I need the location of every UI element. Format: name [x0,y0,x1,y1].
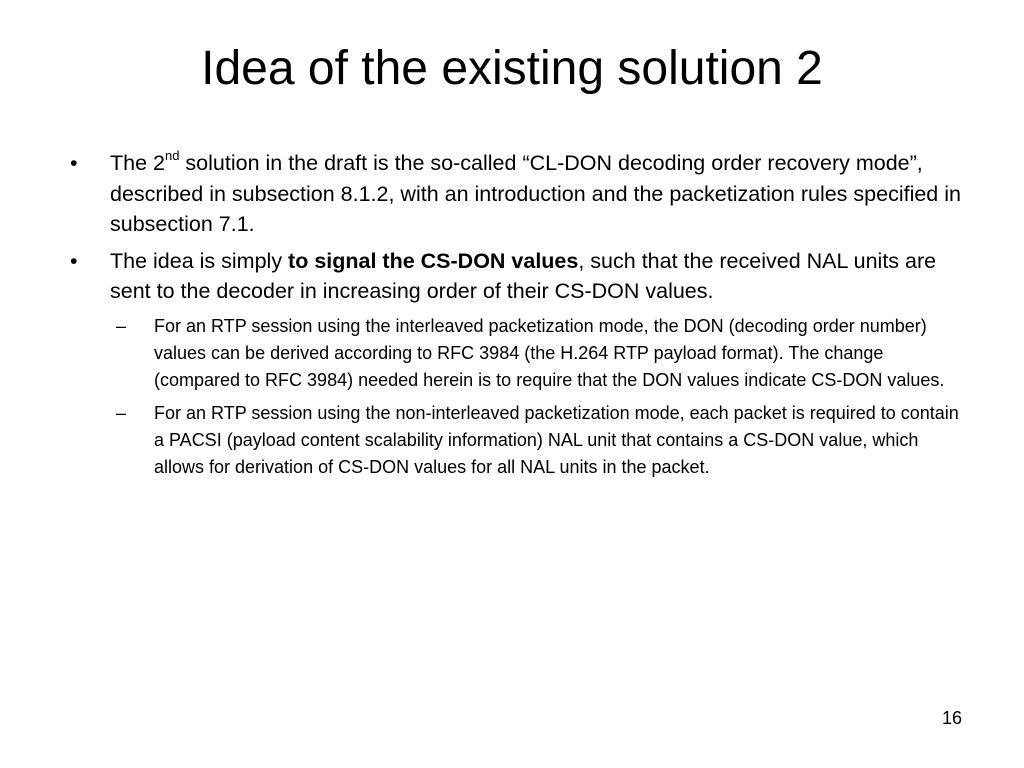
bullet-text-segment: , such that the received NAL units are sent to the decoder in increasing order of their CS-DON values. [110,248,937,303]
ordinal-superscript: nd [164,147,180,163]
bullet-text [110,148,970,240]
bullet-text-segment: The 2 [110,151,165,175]
dash-marker: – [116,315,127,336]
sub-bullet-list [110,313,970,481]
page-number: 16 [941,708,962,728]
sub-bullet-text: For an RTP session using the interleaved packetization mode, the DON (decoding order number) values can be derived according to RFC 3984 (the H.264 RTP payload format). The change (compared to RFC 3984) needed herein is to require that the DON values indicate CS-DON values. [154,315,945,390]
bullet-item [70,148,970,240]
dash-marker: – [116,402,127,423]
slide-title: Idea of the existing solution 2 [201,42,823,95]
sub-bullet-item [110,313,970,394]
bullet-marker: • [70,151,78,175]
bold-emphasis: to signal the CS-DON values [288,248,579,273]
bullet-item [70,246,970,307]
sub-bullet-text: For an RTP session using the non-interleaved packetization mode, each packet is required to contain a PACSI (payload content scalability information) NAL unit that contains a CS-DON value, which allows for derivation of CS-DON values for all NAL units in the packet. [154,402,959,477]
bullet-text [110,246,970,307]
bullet-marker: • [70,248,78,273]
bullet-text-segment: The idea is simply [110,248,289,273]
bullet-text-segment: solution in the draft is the so-called “CL-DON decoding order recovery mode”, described in subsection 8.1.2, with an introduction and the packetization rules specified in subsection 7.1. [110,151,961,236]
slide-body [70,148,970,487]
sub-bullet-item [110,400,970,481]
